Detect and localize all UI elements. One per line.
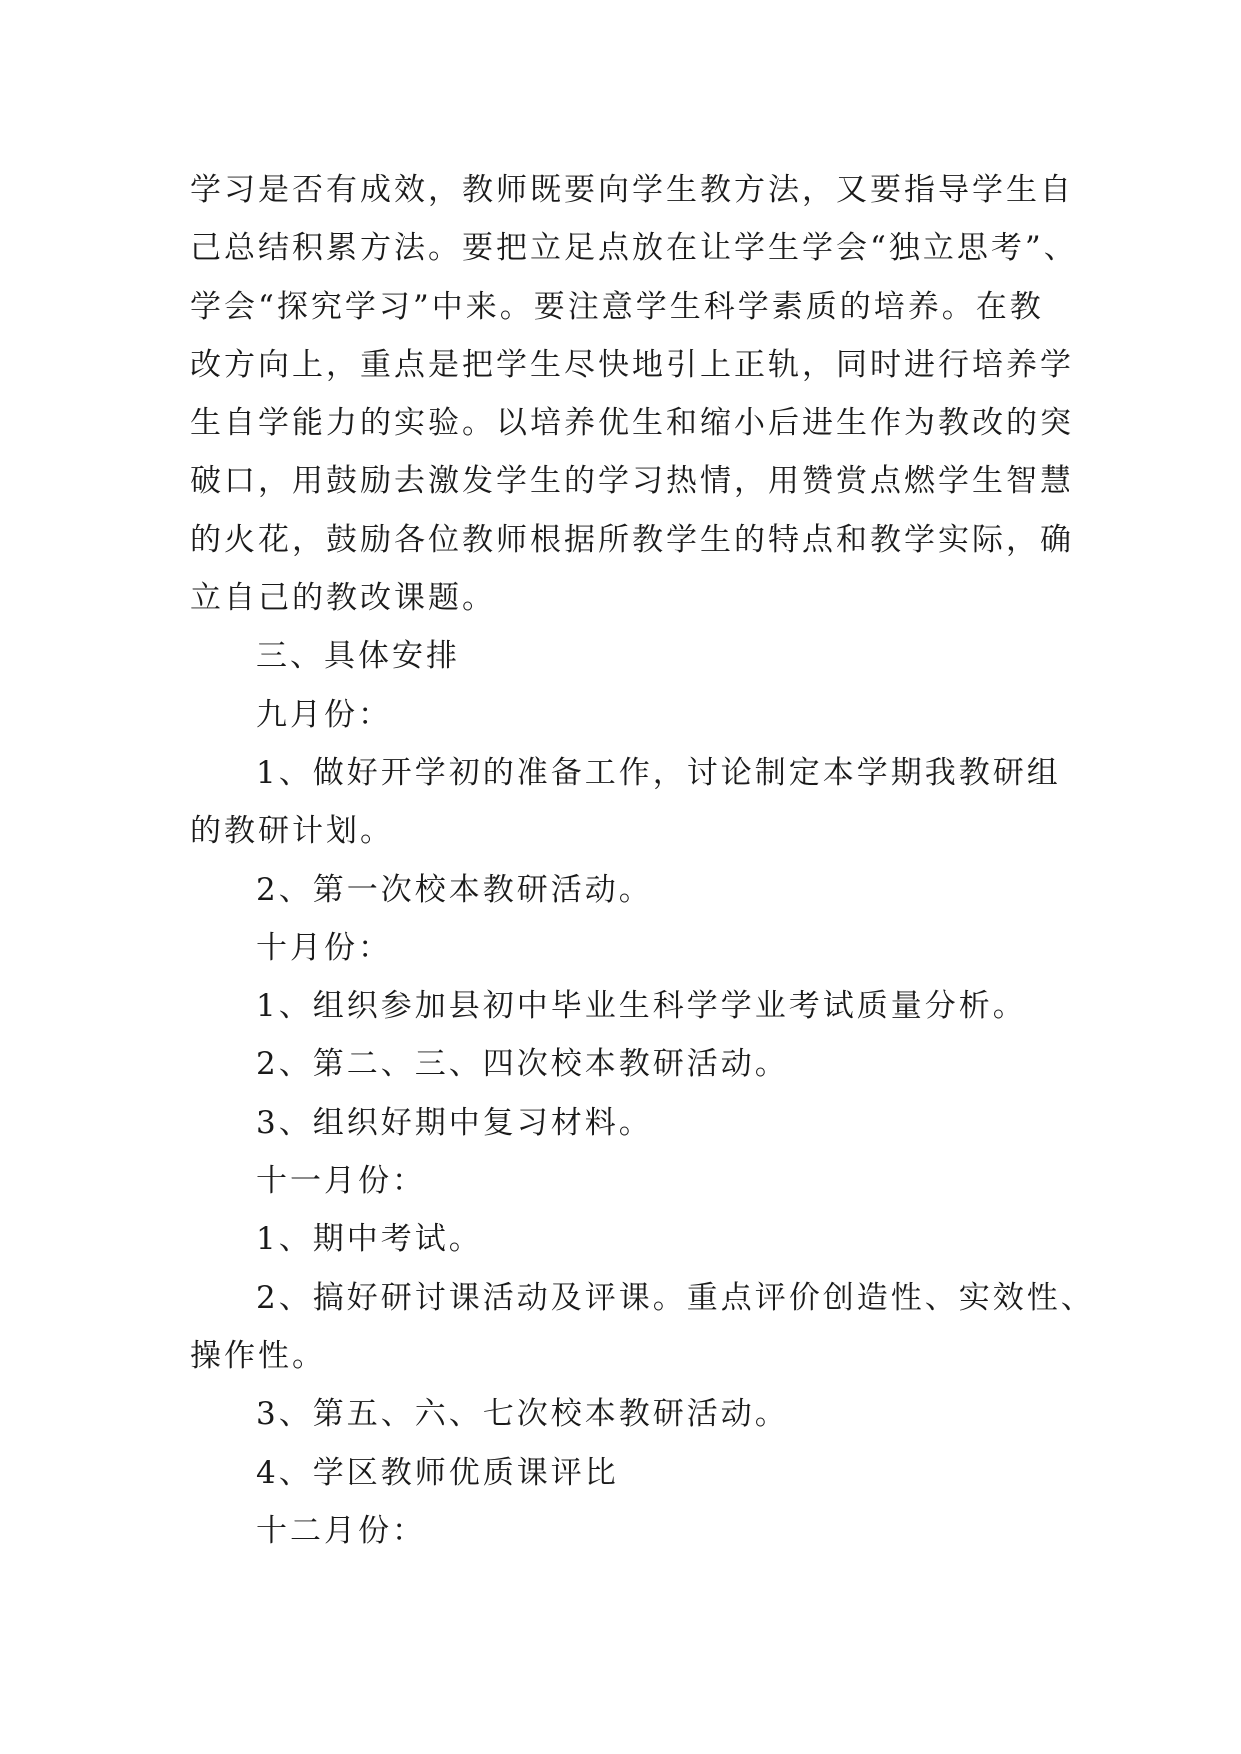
month-heading: 十月份： [256,929,392,966]
text-line: 立自己的教改课题。 [190,580,496,617]
section-heading: 三、具体安排 [256,638,460,675]
list-item: 2、第二、三、四次校本教研活动。 [256,1046,789,1083]
list-item: 4、学区教师优质课评比 [256,1454,619,1491]
month-heading: 十二月份： [256,1512,426,1549]
document-body [190,161,1095,1560]
list-item: 1、组织参加县初中毕业生科学学业考试质量分析。 [256,988,1027,1025]
list-item: 1、做好开学初的准备工作，讨论制定本学期我教研组 [256,754,1061,791]
text-line: 己总结积累方法。要把立足点放在让学生学会“独立思考”、 [190,230,1078,267]
text-line: 的火花，鼓励各位教师根据所教学生的特点和教学实际，确 [190,521,1074,558]
text-line: 生自学能力的实验。以培养优生和缩小后进生作为教改的突 [190,405,1074,442]
list-item: 3、第五、六、七次校本教研活动。 [256,1396,789,1433]
list-item-continuation: 的教研计划。 [190,813,394,850]
text-line: 学会“探究学习”中来。要注意学生科学素质的培养。在教 [190,288,1044,325]
list-item-continuation: 操作性。 [190,1337,326,1374]
text-line: 破口，用鼓励去激发学生的学习热情，用赞赏点燃学生智慧 [190,463,1074,500]
text-line: 学习是否有成效，教师既要向学生教方法，又要指导学生自 [190,172,1074,208]
list-item: 2、搞好研讨课活动及评课。重点评价创造性、实效性、 [256,1279,1095,1316]
month-heading: 十一月份： [256,1163,426,1200]
text-line: 改方向上，重点是把学生尽快地引上正轨，同时进行培养学 [190,346,1074,383]
list-item: 2、第一次校本教研活动。 [256,871,653,908]
month-heading: 九月份： [256,696,392,733]
list-item: 3、组织好期中复习材料。 [256,1104,653,1141]
list-item: 1、期中考试。 [256,1221,483,1258]
